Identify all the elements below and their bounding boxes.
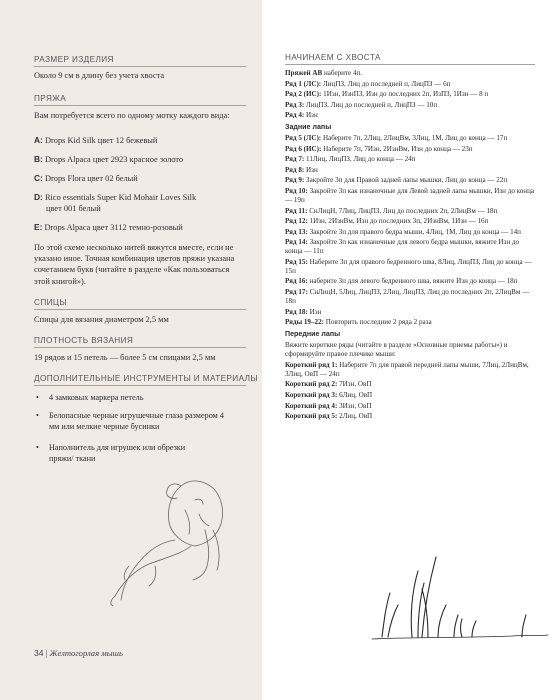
yarn-text: Drops Flora цвет 02 белый (44, 174, 138, 183)
row-instruction: Ряд 12: 1Изн, 2ИзнВм, Изн до последних 3п, 2ИзнВм, 1Изн — 16п (285, 217, 489, 226)
row-instruction: Короткий ряд 4: 3Изн, ОвП (285, 401, 372, 410)
row-instruction: Ряд 9: Закройте 3п для Правой задней лапы мышки, Лиц до конца — 22п (285, 176, 508, 185)
tools-item (36, 443, 196, 464)
needles-heading: СПИЦЫ (34, 298, 67, 307)
row-instruction: Ряды 19–22: Повторить последние 2 ряда 2 раза (285, 318, 432, 327)
row-instruction: Ряд 15: Наберите 3п для правого бедренного шва, 8Лиц, ЛицПЗ, Лиц до конца — 15п (285, 257, 532, 275)
row-instruction: Ряд 17: СнЛицН, 5Лиц, ЛицПЗ, 2Лиц, ЛицПЗ, Лиц до последних 2п, 2ЛицВм — 18п (285, 287, 530, 306)
row-instruction: Ряд 3: ЛицПЗ, Лиц до последней п, ЛицПЗ — 10п (285, 100, 438, 109)
yarn-text: Rico essentials Super Kid Mohair Loves Silk (44, 193, 197, 202)
yarn-text: Drops Alpaca цвет 2923 красное золото (44, 155, 184, 164)
row-instruction: Ряд 16: наберите 3п для левого бедренного шва, вяжите Изн до конца — 18п (285, 277, 518, 286)
row-instruction: Короткий ряд 5: 2Лиц, ОвП (285, 412, 373, 421)
row-instruction: Ряд 7: 11Лиц, ЛицПЗ, Лиц до конца — 24п (285, 155, 416, 164)
row-instruction: Ряд 11: СнЛицН, 7Лиц, ЛицПЗ, Лиц до последних 2п, 2ЛицВм — 18п (285, 206, 498, 215)
yarn-item-d (34, 192, 248, 214)
tools-item (36, 393, 246, 404)
row-instruction: Ряд 18: Изн (285, 307, 322, 316)
bullet-icon: • (36, 443, 39, 452)
yarn-subtext: цвет 001 белый (46, 204, 101, 213)
page-footer (34, 648, 123, 658)
row-instruction: Ряд 8: Изн (285, 165, 318, 174)
yarn-item-e (34, 222, 248, 233)
yarn-letter: E: (34, 222, 43, 232)
bullet-icon: • (36, 411, 39, 420)
yarn-letter: B: (34, 154, 43, 164)
yarn-item-c (34, 173, 248, 184)
yarn-letter: D: (34, 192, 43, 202)
gauge-text: 19 рядов и 15 петель — более 5 см спицами 2,5 мм (34, 353, 216, 362)
divider (34, 66, 246, 67)
row-instruction: Ряд 6 (ИС): Наберите 7п, 7Изн, 2ИзнВм, Изн до конца — 23п (285, 144, 473, 153)
tools-item-text: Наполнитель для игрушек или обрезки пряжи/ ткани (49, 443, 186, 463)
yarn-item-a (34, 135, 248, 146)
yarn-heading: ПРЯЖА (34, 94, 67, 103)
bullet-icon: • (36, 393, 39, 402)
yarn-text: Drops Alpaca цвет 3112 темно-розовый (44, 223, 183, 232)
row-instruction: Ряд 1 (ЛС): ЛицПЗ, Лиц до последней п, ЛицПЗ — 6п (285, 79, 451, 88)
divider (34, 309, 246, 310)
tools-heading: ДОПОЛНИТЕЛЬНЫЕ ИНСТРУМЕНТЫ И МАТЕРИАЛЫ (34, 374, 259, 383)
row-instruction: Ряд 10: Закройте 3п как изнаночные для Левой задней лапы мышки, Изн до конца — 19п (285, 187, 535, 205)
front-legs-heading: Передние лапы (285, 330, 341, 339)
divider (34, 347, 246, 348)
row-instruction: Ряд 2 (ИС): 1Изн, ИзнПЗ, Изн до последних 2п, ИзПЗ, 1Изн — 8 п (285, 90, 489, 99)
size-heading: РАЗМЕР ИЗДЕЛИЯ (34, 55, 114, 64)
divider (34, 105, 246, 106)
page-number: 34 (34, 648, 44, 658)
tail-heading: НАЧИНАЕМ С ХВОСТА (285, 53, 381, 62)
tools-item (36, 411, 236, 432)
size-text: Около 9 см в длину без учета хвоста (34, 71, 165, 80)
row-instruction: Ряд 5 (ЛС): Наберите 7п, 2Лиц, 2ЛицВм, 3Лиц, 1М, Лиц до конца — 17п (285, 134, 508, 143)
tools-item-text: 4 замковых маркера петель (49, 393, 144, 402)
book-title: Желтогорлая мышь (49, 648, 123, 658)
yarn-letter: C: (34, 173, 43, 183)
row-instruction: Ряд 14: Закройте 3п как изнаночные для левого бедра мышки, вяжите Изн до конца — 11п (285, 238, 520, 256)
row-instruction: Короткий ряд 2: 7Изн, ОвП (285, 380, 372, 389)
yarn-intro: Вам потребуется всего по одному мотку каждого вида: (34, 111, 230, 120)
yarn-item-b (34, 154, 248, 165)
pattern-instructions (285, 69, 535, 423)
hind-legs-heading: Задние лапы (285, 123, 332, 132)
footer-separator: | (45, 648, 48, 658)
front-intro: Вяжите короткие ряды (читайте в разделе «Основные приемы работы») и сформируйте правое плечико мыши: (285, 341, 508, 359)
grass-sketch-illustration (372, 535, 552, 655)
row-instruction: Короткий ряд 3: 6Лиц, ОвП (285, 390, 373, 399)
row-instruction: Ряд 13: Закройте 3п для правого бедра мыши, 4Лиц, 1М, Лиц до конца — 14п (285, 227, 521, 236)
intro-line: Пряжей АВ наберите 4п. (285, 69, 363, 77)
divider (34, 385, 246, 386)
row-instruction: Короткий ряд 1: Наберите 7п для правой передней лапы мыши, 7Лиц, 2ЛицВм, 3Лиц, ОвП — 24п (285, 360, 529, 378)
yarn-text: Drops Kid Silk цвет 12 бежевый (44, 136, 158, 145)
yarn-letter: A: (34, 135, 43, 145)
row-instruction: Ряд 4: Изн (285, 111, 318, 120)
tools-item-text: Белопасные черные игрушечные глаза размером 4 мм или мелкие черные бусинки (49, 411, 224, 431)
gauge-heading: ПЛОТНОСТЬ ВЯЗАНИЯ (34, 336, 134, 345)
yarn-note: По этой схеме несколько нитей вяжутся вместе, если не указано иное. Точная комбинация цветов пряжи указана сочетанием букв (читайте в разделе «Как пользоваться этой книгой»). (34, 243, 235, 286)
mouse-sketch-illustration (95, 470, 235, 610)
divider (285, 64, 535, 65)
needles-text: Спицы для вязания диаметром 2,5 мм (34, 315, 169, 324)
